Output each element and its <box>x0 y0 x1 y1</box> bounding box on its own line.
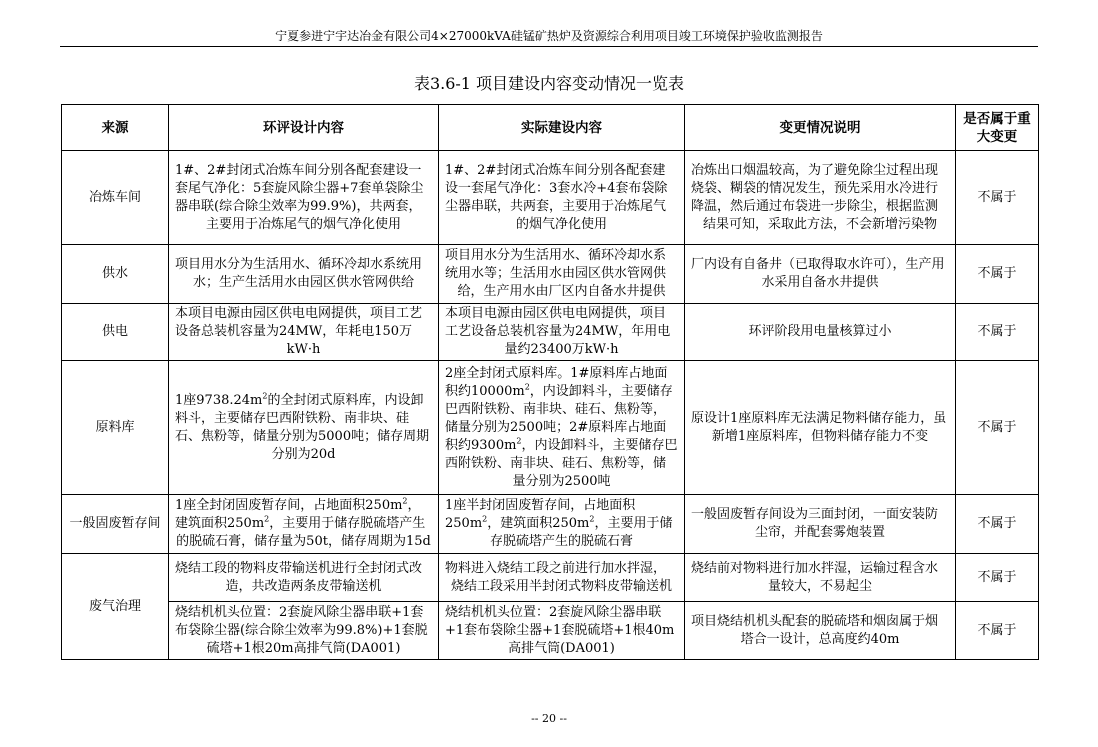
row-actual <box>439 361 685 495</box>
table-row <box>62 361 1039 495</box>
eia-text-part: 1座全封闭固废暂存间，占地面积250m <box>175 498 403 513</box>
row-change: 厂内设有自备井（已取得取水许可），生产用水采用自备水井提供 <box>685 245 956 304</box>
superscript: 2 <box>589 514 595 524</box>
col-header-eia: 环评设计内容 <box>169 105 439 151</box>
row-change: 冶炼出口烟温较高，为了避免除尘过程出现烧袋、糊袋的情况发生，预先采用水冷进行降温，然后通过布袋进一步除尘，根据监测结果可知，采取此方法，不会新增污染物 <box>685 151 956 245</box>
row-actual: 烧结机机头位置：2套旋风除尘器串联+1套布袋除尘器+1套脱硫塔+1根40m高排气筒(DA001) <box>439 602 685 660</box>
actual-text-part: 1座半封闭固废暂存间，占地面积250m <box>445 498 636 531</box>
row-eia: 本项目电源由园区供电电网提供，项目工艺设备总装机容量为24MW，年耗电150万kW·h <box>169 304 439 361</box>
col-header-source: 来源 <box>62 105 169 151</box>
eia-text-part: ，建筑面积250m <box>175 498 421 531</box>
actual-text-part: ，主要用于储存脱硫塔产生的脱硫石膏 <box>489 516 673 549</box>
row-actual: 1#、2#封闭式冶炼车间分别各配套建设一套尾气净化：3套水冷+4套布袋除尘器串联，共两套，主要用于冶炼尾气的烟气净化使用 <box>439 151 685 245</box>
superscript: 2 <box>264 514 270 524</box>
row-change: 烧结前对物料进行加水拌湿，运输过程含水量较大，不易起尘 <box>685 554 956 602</box>
change-table <box>61 104 1039 660</box>
row-source: 供电 <box>62 304 169 361</box>
actual-text-part: ，内设卸料斗，主要储存巴西附铁粉、南非块、硅石、焦粉等，储量分别为2500吨；2#原料库占地面积约9300m <box>445 383 673 453</box>
row-major: 不属于 <box>956 151 1039 245</box>
row-eia: 1#、2#封闭式冶炼车间分别各配套建设一套尾气净化：5套旋风除尘器+7套单袋除尘器串联(综合除尘效率为99.9%)，共两套，主要用于冶炼尾气的烟气净化使用 <box>169 151 439 245</box>
eia-text-part: 1座9738.24m <box>175 392 263 408</box>
row-source: 原料库 <box>62 361 169 495</box>
row-change: 项目烧结机机头配套的脱硫塔和烟囱属于烟塔合一设计，总高度约40m <box>685 602 956 660</box>
superscript: 2 <box>262 391 268 401</box>
row-major: 不属于 <box>956 361 1039 495</box>
report-header: 宁夏参进宁宇达冶金有限公司4×27000kVA硅锰矿热炉及资源综合利用项目竣工环境保护验收监测报告 <box>275 29 823 43</box>
row-actual: 项目用水分为生活用水、循环冷却水系统用水等；生活用水由园区供水管网供给，生产用水由厂区内自备水井提供 <box>439 245 685 304</box>
row-change: 原设计1座原料库无法满足物料储存能力，虽新增1座原料库，但物料储存能力不变 <box>685 361 956 495</box>
superscript: 2 <box>402 496 408 506</box>
eia-text-part: ，主要用于储存脱硫塔产生的脱硫石膏，储存量为50t，储存周期为15d <box>176 516 431 549</box>
header-divider <box>60 46 1038 47</box>
table-row <box>62 151 1039 245</box>
col-header-change: 变更情况说明 <box>685 105 956 151</box>
col-header-actual: 实际建设内容 <box>439 105 685 151</box>
row-actual <box>439 495 685 554</box>
row-major: 不属于 <box>956 495 1039 554</box>
eia-text-part: 的全封闭式原料库，内设卸料斗，主要储存巴西附铁粉、南非块、硅石、焦粉等，储量分别为5000吨；储存周期分别为20d <box>175 392 430 462</box>
row-actual: 物料进入烧结工段之前进行加水拌湿，烧结工段采用半封闭式物料皮带输送机 <box>439 554 685 602</box>
row-major: 不属于 <box>956 602 1039 660</box>
page-number: -- 20 -- <box>531 712 567 725</box>
row-eia: 烧结机机头位置：2套旋风除尘器串联+1套布袋除尘器(综合除尘效率为99.8%)+1套脱硫塔+1根20m高排气筒(DA001) <box>169 602 439 660</box>
row-source: 供水 <box>62 245 169 304</box>
row-major: 不属于 <box>956 554 1039 602</box>
actual-text-part: ，建筑面积250m <box>487 516 590 531</box>
row-source: 废气治理 <box>62 554 169 660</box>
superscript: 2 <box>516 436 522 446</box>
row-major: 不属于 <box>956 245 1039 304</box>
superscript: 2 <box>524 382 530 392</box>
row-source: 一般固废暂存间 <box>62 495 169 554</box>
table-row <box>62 245 1039 304</box>
actual-text-part: 2座全封闭式原料库。1#原料库占地面积约10000m <box>445 365 668 399</box>
table-row <box>62 554 1039 602</box>
table-caption: 表3.6-1 项目建设内容变动情况一览表 <box>413 74 685 93</box>
row-change: 环评阶段用电量核算过小 <box>685 304 956 361</box>
row-source: 冶炼车间 <box>62 151 169 245</box>
row-eia <box>169 361 439 495</box>
actual-text-part: ，内设卸料斗，主要储存巴西附铁粉、南非块、硅石、焦粉等，储量分别为2500吨 <box>445 437 678 489</box>
superscript: 2 <box>482 514 488 524</box>
col-header-major: 是否属于重大变更 <box>956 105 1039 151</box>
table-row <box>62 495 1039 554</box>
row-eia: 烧结工段的物料皮带输送机进行全封闭式改造，共改造两条皮带输送机 <box>169 554 439 602</box>
table-row <box>62 602 1039 660</box>
row-major: 不属于 <box>956 304 1039 361</box>
row-eia: 项目用水分为生活用水、循环冷却水系统用水；生产生活用水由园区供水管网供给 <box>169 245 439 304</box>
row-eia <box>169 495 439 554</box>
table-row <box>62 304 1039 361</box>
table-header-row <box>62 105 1039 151</box>
row-actual: 本项目电源由园区供电电网提供，项目工艺设备总装机容量为24MW，年用电量约23400万kW·h <box>439 304 685 361</box>
row-change: 一般固废暂存间设为三面封闭，一面安装防尘帘，并配套雾炮装置 <box>685 495 956 554</box>
